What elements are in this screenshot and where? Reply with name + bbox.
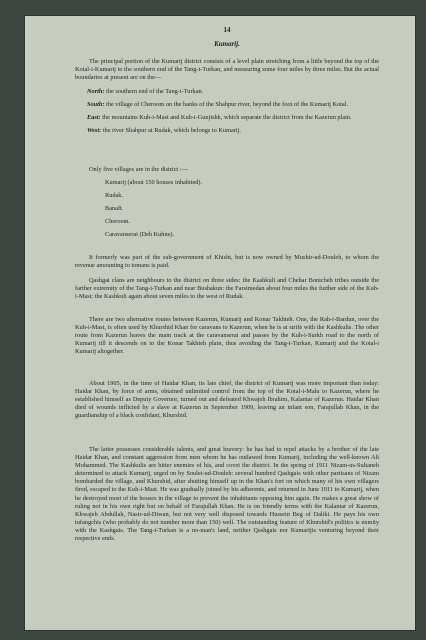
village-item: Kumarij (about 150 houses inhabited). — [105, 179, 203, 187]
village-item: Rudak. — [105, 192, 124, 200]
village-item: Caravanserai (Deh Kuhne). — [105, 231, 175, 239]
villages-intro: Only five villages are in the district :— — [89, 166, 188, 173]
section-title: Kumarij. — [214, 40, 240, 48]
paragraph-3: Qashgai clans are neighbours to the district on three sides: the Kashkuli and Chehar Bonicheh tribes outside the farther extremity of the Tang-i-Turkan and near Bushakun: the Farsimedan about four miles the further side of the Kuh-i-Mast: the Kashkuli again about seven miles to the west of Rudak. — [75, 277, 379, 301]
document-page — [25, 16, 415, 630]
boundary-west: West: the river Shahpur at Rudak, which belongs to Kumarij. — [87, 127, 241, 135]
village-item: Banaft. — [105, 205, 124, 213]
paragraph-2: It formerly was part of the sub-government of Khisht, but is now owned by Mushir-ud-Douleh, to whom the revenue amounting to tomans is paid. — [75, 254, 379, 270]
boundary-south: South: the village of Cheroom on the banks of the Shahpur river, beyond the foot of the Kumarij Kotal. — [87, 101, 349, 109]
boundary-east: East: the mountains Kuh-i-Mast and Kuh-i-Gunjishk, which separate the district from the Kazerun plain. — [87, 114, 352, 122]
paragraph-4: There are two alternative routes between Kazerun, Kumarij and Konar Takhteh. One, the Rah-i-Bardun, over the Kuh-i-Mast, is often used by Khurshid Khan for caravans to Kazerun, when he is at strife with the Kashkulis. The other route from Kazerun leaves the main track at the caravanserai and passes by the Kuh-i-Surkh road to the north of Kumarij till it descends on to the Konar Takhteh plain, thus avoiding the Tang-i-Turkan, Kumarij and the Kotal-i Kumarij altogether. — [75, 316, 379, 356]
boundaries-list — [75, 88, 379, 135]
boundary-north: North: the southern end of the Tang-i-Turkan. — [87, 88, 204, 95]
paragraph-5: About 1905, in the time of Haidar Khan, its late chief, the district of Kumarij was more important than today: Haidar Khan, by force of arms, obtained unlimited control from the top of the Kotal-i-Malu to Kazerun, where he established himself as Deputy Governor, turned out and defeated Khwajeh Ibrahim, Kalantar of Kazerun. Haidar Khan died of wounds inflicted by a slave at Kazerun in September 1909, leaving an infant son, Farajullah Khan, in the guardianship of a black confidant, Khurshid. — [75, 380, 379, 420]
paragraph-6: The latter possesses considerable talents, and great bravery: he has had to repel attacks by a brother of the late Haidar Khan, and constant aggression from men whom he has outlawed from Kumarij, including the well-known Ali Mohammed. The Kashkulis are bitter enemies of his, and covet the district. In the spring of 1911 Nizam-us-Sultaneh determined to attack Kumarij, urged on by Soulet-ud-Douleh: several hundred Qashgais with other partisans of Nizam bombarded the village, and Khurshid, after shutting himself up in the Khan's fort on which many of his own villagers fired, escaped to the Kuh-i-Mast. He was gradually joined by his adherents, and returned in June 1911 to Kumarij, when he destroyed most of the houses in the village to prevent the inhabitants opposing him again. He makes a great show of ruling not in his own right but on behalf of Farajullah Khan. He is on friendly terms with the Kalantar of Kazerun, Khwajeh Abdullah, Nasir-ud-Diwan, but not very well disposed towards Hussein Beg of Daliki. He pays his own tufangchis (who probably do not number more than 150) well. The outstanding feature of Khurshid's politics is enmity with the Kashgais. The Tang-i-Turkan is a no-man's land, neither Qashgais nor Kumarijis venturing beyond their respective ends. — [75, 446, 379, 543]
villages-list — [75, 179, 379, 239]
page-number: 14 — [223, 26, 231, 34]
village-item: Cheroom. — [105, 218, 131, 226]
paragraph-1: The principal portion of the Kumarij district consists of a level plain stretching from a little beyond the top of the Kotal-i-Kumarij to the southern end of the Tang-i-Turkan, and measuring some four miles by three miles. But the actual boundaries at present are on the— — [75, 58, 379, 82]
